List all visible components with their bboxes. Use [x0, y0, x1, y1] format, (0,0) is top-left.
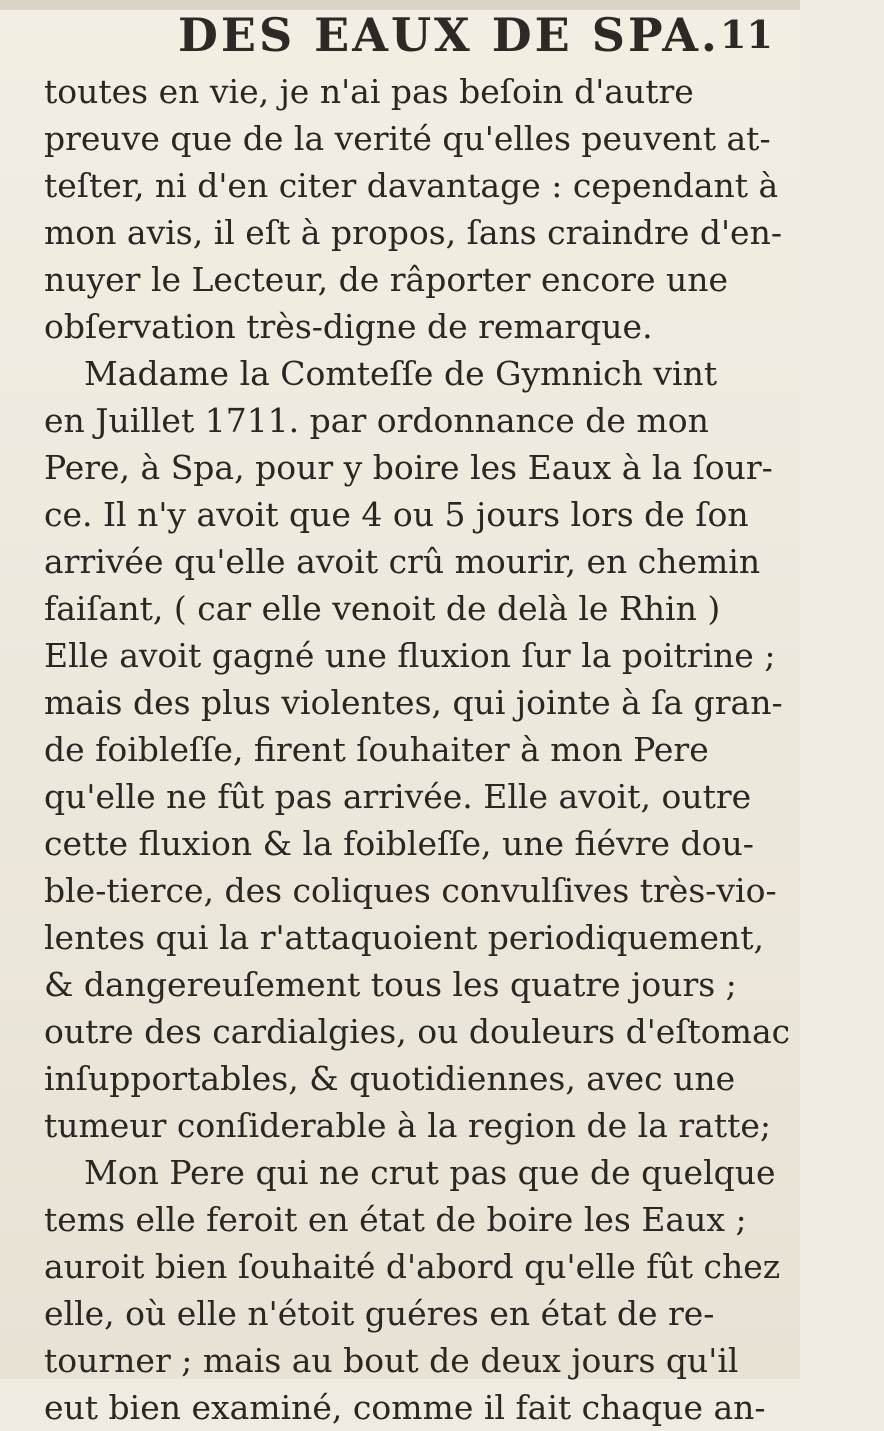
text-line: auroit bien ſouhaité d'abord qu'elle fût chez — [44, 1247, 781, 1286]
text-line: preuve que de la verité qu'elles peuvent at- — [44, 119, 771, 158]
text-line: qu'elle ne fût pas arrivée. Elle avoit, outre — [44, 777, 752, 816]
text-line: Pere, à Spa, pour y boire les Eaux à la ſour- — [44, 448, 773, 487]
text-line: toutes en vie, je n'ai pas beſoin d'autre — [44, 72, 694, 111]
text-line: obſervation très-digne de remarque. — [44, 307, 653, 346]
text-line: tumeur conſiderable à la region de la ratte; — [44, 1106, 771, 1145]
text-line: en Juillet 1711. par ordonnance de mon — [44, 401, 709, 440]
text-line: Madame la Comteſſe de Gymnich vint — [84, 354, 718, 393]
text-line: elle, où elle n'étoit guéres en état de re- — [44, 1294, 715, 1333]
text-line: arrivée qu'elle avoit crû mourir, en chemin — [44, 542, 761, 581]
text-line: eut bien examiné, comme il fait chaque an- — [44, 1388, 766, 1427]
running-title: DES EAUX DE SPA. — [178, 8, 720, 62]
text-line: teſter, ni d'en citer davantage : cependant à — [44, 166, 779, 205]
text-line: & dangereuſement tous les quatre jours ; — [44, 965, 737, 1004]
text-line: tourner ; mais au bout de deux jours qu'il — [44, 1341, 739, 1380]
text-line: ble-tierce, des coliques convulſives très-vio- — [44, 871, 777, 910]
page-header — [0, 8, 800, 60]
text-line: cette fluxion & la foibleſſe, une fiévre dou- — [44, 824, 754, 863]
text-line: Mon Pere qui ne crut pas que de quelque — [84, 1153, 776, 1192]
text-line: mais des plus violentes, qui jointe à ſa gran- — [44, 683, 783, 722]
text-line: faiſant, ( car elle venoit de delà le Rhin ) — [44, 589, 721, 628]
text-line: tems elle feroit en état de boire les Eaux ; — [44, 1200, 747, 1239]
text-line: inſupportables, & quotidiennes, avec une — [44, 1059, 736, 1098]
text-line: mon avis, il eſt à propos, ſans craindre d'en- — [44, 213, 782, 252]
text-line: de foibleſſe, firent ſouhaiter à mon Pere — [44, 730, 709, 769]
text-line: nuyer le Lecteur, de râporter encore une — [44, 260, 728, 299]
text-line: ce. Il n'y avoit que 4 ou 5 jours lors de ſon — [44, 495, 749, 534]
page-number: 11 — [720, 12, 773, 57]
text-line: Elle avoit gagné une fluxion ſur la poitrine ; — [44, 636, 776, 675]
text-line: outre des cardialgies, ou douleurs d'eſtomac — [44, 1012, 791, 1051]
text-line: lentes qui la r'attaquoient periodiquement, — [44, 918, 765, 957]
